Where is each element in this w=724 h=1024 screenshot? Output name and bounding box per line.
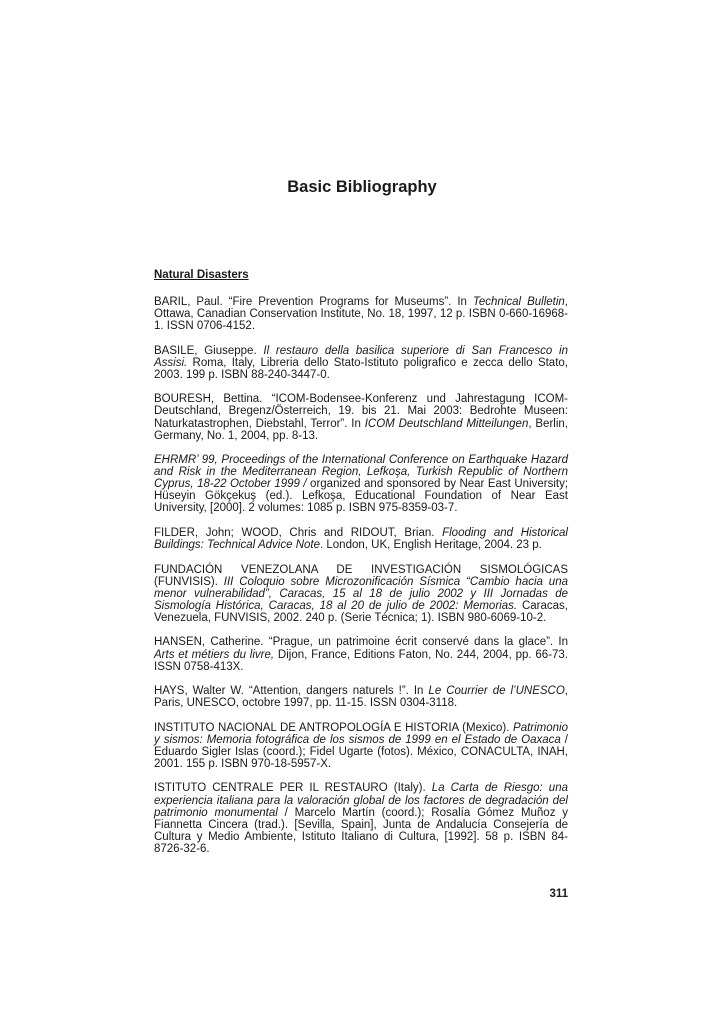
entry-text: / Marcelo Martín (coord.); Rosalía Gómez Muñoz y Fiannetta Cincera (trad.). [Sevilla, Spain], Junta de Andalucía Consejería de Cultura y Medio Ambiente, Istituto Italiano di Cultura, [1992]. 58 p. ISBN 84-8726-32-6. (154, 806, 569, 855)
bibliography-entry (154, 636, 568, 672)
entry-text: , Berlin, Germany, No. 1, 2004, pp. 8-13. (154, 417, 568, 442)
entry-text: Caracas, Venezuela, FUNVISIS, 2002. 240 p. (Serie Técnica; 1). ISBN 980-6069-10-2. (154, 599, 568, 624)
entry-text: INSTITUTO NACIONAL DE ANTROPOLOGÍA E HISTORIA (Mexico). (154, 721, 514, 734)
bibliography-entry (154, 296, 568, 332)
entry-text: , Ottawa, Canadian Conservation Institute, No. 18, 1997, 12 p. ISBN 0-660-16968-1. ISSN 0706-4152. (154, 296, 568, 333)
entry-text: . London, UK, English Heritage, 2004. 23 p. (320, 539, 542, 552)
bibliography-entry (154, 564, 568, 624)
bibliography-entry (154, 685, 568, 709)
entry-text: ISTITUTO CENTRALE PER IL RESTAURO (Italy). (154, 782, 432, 795)
page-number: 311 (549, 888, 568, 900)
page-title: Basic Bibliography (287, 178, 437, 196)
entry-title-text: EHRMR’ 99, Proceedings of the International Conference on Earthquake Hazard and Risk in the Mediterranean Region, Lefkoşa, Turkish Republic of Northern Cyprus, 18-22 October 1999 / (154, 454, 568, 491)
entry-title-text: ICOM Deutschland Mitteilungen (364, 417, 529, 430)
entry-title-text: Arts et métiers du livre, (154, 648, 275, 661)
bibliography-entry (154, 393, 568, 441)
entry-text: FUNDACIÓN VENEZOLANA DE INVESTIGACIÓN SISMOLÓGICAS (FUNVISIS). (154, 563, 568, 588)
entry-text: BOURESH, Bettina. “ICOM-Bodensee-Konferenz und Jahrestagung ICOM-Deutschland, Bregenz/Österreich, 19. bis 21. Mai 2003: Bedrohte Museen: Naturkatastrophen, Diebstahl, Terror”. In (154, 393, 568, 430)
bibliography-entry (154, 454, 568, 514)
bibliography-entry (154, 782, 568, 855)
entry-text: Dijon, France, Editions Faton, No. 244, 2004, pp. 66-73. ISSN 0758-413X. (154, 648, 569, 673)
section-heading: Natural Disasters (154, 269, 249, 281)
entry-title-text: III Coloquio sobre Microzonificación Sísmica “Cambio hacia una menor vulnerabilidad”, Caracas, 15 al 18 de julio 2002 y III Jornadas de Sismología Histórica, Caracas, 18 al 20 de julio de 2002: Memorias. (154, 575, 568, 612)
entry-text: HAYS, Walter W. “Attention, dangers naturels !”. In (154, 685, 429, 698)
entry-text: BASILE, Giuseppe. (154, 344, 264, 357)
entry-title-text: Le Courrier de l’UNESCO (428, 685, 565, 698)
entry-text: BARIL, Paul. “Fire Prevention Programs for Museums”. In (154, 296, 473, 308)
bibliography-body (154, 268, 568, 867)
bibliography-entry (154, 527, 568, 551)
entry-text: HANSEN, Catherine. “Prague, un patrimoine écrit conservé dans la glace”. In (154, 636, 568, 649)
entry-text: FILDER, John; WOOD, Chris and RIDOUT, Brian. (154, 526, 443, 539)
entry-title-text: Il restauro della basilica superiore di San Francesco in Assisi. (154, 344, 568, 369)
entry-text: Roma, Italy, Libreria dello Stato-Istituto poligrafico e zecca dello Stato, 2003. 199 p. ISBN 88-240-3447-0. (154, 356, 568, 381)
entry-title-text: Patrimonio y sismos: Memoria fotográfica de los sismos de 1999 en el Estado de Oaxaca (154, 721, 568, 746)
entry-title-text: La Carta de Riesgo: una experiencia italiana para la valoración global de los factores de degradación del patrimonio monumental (154, 782, 568, 819)
entry-title-text: Flooding and Historical Buildings: Technical Advice Note (154, 526, 568, 552)
entry-text: organized and sponsored by Near East University; Hüseyin Gökçekuş (ed.). Lefkoşa, Educational Foundation of Near East University, [2000]. 2 volumes: 1085 p. ISBN 975-8359-03-7. (154, 478, 569, 515)
bibliography-entry (154, 345, 568, 381)
entry-text: / Eduardo Sigler Islas (coord.); Fidel Ugarte (fotos). México, CONACULTA, INAH, 2001. 155 p. ISBN 970-18-5957-X. (154, 733, 568, 770)
entry-title-text: Technical Bulletin (472, 296, 565, 308)
bibliography-entry (154, 722, 568, 770)
entry-text: , Paris, UNESCO, octobre 1997, pp. 11-15. ISSN 0304-3118. (154, 685, 568, 710)
entry-list (154, 296, 568, 855)
